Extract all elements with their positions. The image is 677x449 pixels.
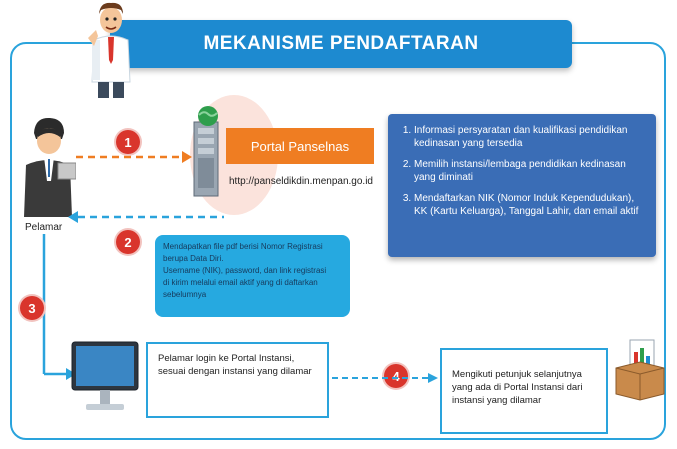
info-list [400,124,644,218]
mascot-icon [86,0,136,100]
info-item-2: 2. Memilih instansi/lembaga pendidikan kedinasan yang diminati [414,158,644,184]
portal-name: Portal Panselnas [250,138,350,154]
step-2-line-3: Username (NIK), password, dan link registrasi [163,266,327,275]
step-2-box [155,235,350,317]
portal-box [226,128,374,164]
step-2-badge: 2 [116,230,140,254]
portal-url[interactable]: http://panseldikdin.menpan.go.id [229,176,373,187]
step-2-line-4: di kirim melalui email aktif yang di daftarkan [163,278,318,287]
step-3-badge: 3 [20,296,44,320]
step-4-text: Mengikuti petunjuk selanjutnya yang ada di Portal Instansi dari instansi yang dilamar [452,369,583,406]
info-item-3: 3. Mendaftarkan NIK (Nomor Induk Kependudukan), KK (Kartu Keluarga), Tanggal Lahir, dan email aktif [414,192,644,218]
documents-icon [612,338,668,402]
arrow-to-applicant [66,210,226,224]
applicant-icon [20,115,76,221]
applicant-label: Pelamar [25,222,63,233]
title-text: MEKANISME PENDAFTARAN [203,33,479,54]
step-2-line-1: Mendapatkan file pdf berisi Nomor Registrasi [163,242,323,251]
step-3-box [146,342,329,418]
info-item-1: 1. Informasi persyaratan dan kualifikasi pendidikan kedinasan yang tersedia [414,124,644,150]
info-box [388,114,656,257]
page-title [110,20,572,68]
arrow-to-step-4 [330,372,440,384]
server-icon [190,104,226,198]
step-2-line-5: sebelumnya [163,290,207,299]
monitor-icon [70,340,140,420]
step-4-box [440,348,608,434]
step-4-badge: 4 [384,364,408,388]
step-2-line-2: berupa Data Diri. [163,254,224,263]
step-3-text: Pelamar login ke Portal Instansi, sesuai dengan instansi yang dilamar [158,353,312,377]
step-1-badge: 1 [116,130,140,154]
